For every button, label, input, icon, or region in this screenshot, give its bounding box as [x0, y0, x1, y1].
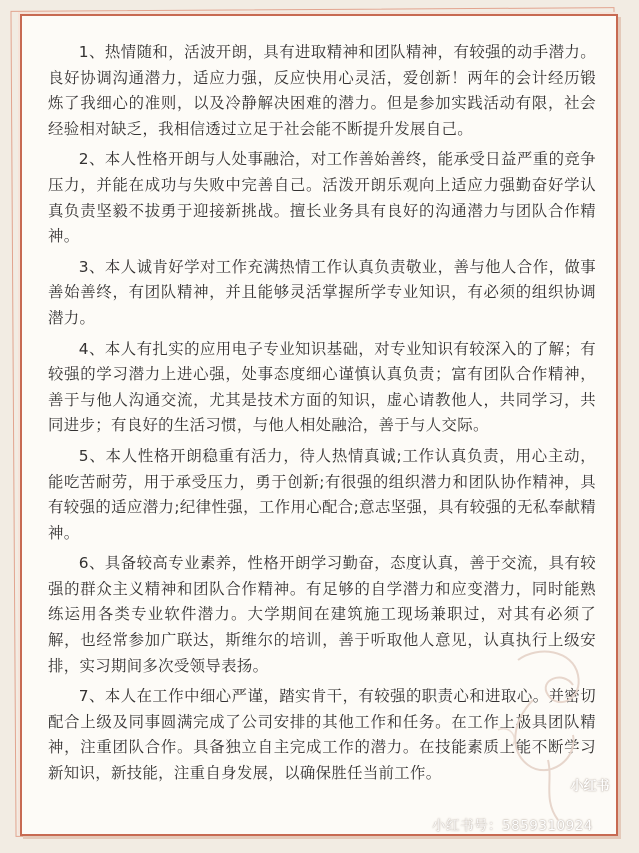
paragraph-4: 4、本人有扎实的应用电子专业知识基础，对专业知识有较深入的了解；有较强的学习潜力上进心强，处事态度细心谨慎认真负责；富有团队合作精神，善于与他人沟通交流，尤其是技术方面的知识，虚心请教他人，共同学习，共同进步；有良好的生活习惯，与他人相处融洽，善于与人交际。 — [48, 339, 596, 435]
paragraph-3: 3、本人诚肯好学对工作充满热情工作认真负责敬业，善与他人合作，做事善始善终，有团队精神，并且能够灵活掌握所学专业知识，有必须的组织协调潜力。 — [48, 257, 596, 327]
paragraph-1: 1、热情随和，活波开朗，具有进取精神和团队精神，有较强的动手潜力。良好协调沟通潜力，适应力强，反应快用心灵活，爱创新！两年的会计经历锻炼了我细心的准则，以及冷静解决困难的潜力。但是参加实践活动有限，社会经验相对缺乏，我相信透过立足于社会能不断提升发展自己。 — [48, 43, 596, 138]
paragraph-2: 2、本人性格开朗与人处事融洽，对工作善始善终，能承受日益严重的竞争压力，并能在成功与失败中完善自己。活泼开朗乐观向上适应力强勤奋好学认真负责坚毅不拔勇于迎接新挑战。擅长业务具有良好的沟通潜力与团队合作精神。 — [48, 150, 596, 246]
paragraph-7: 7、本人在工作中细心严谨，踏实肯干，有较强的职责心和进取心。并密切配合上级及同事圆满完成了公司安排的其他工作和任务。在工作上极具团队精神，注重团队合作。具备独立自主完成工作的潜力。在技能素质上能不断学习新知识，新技能，注重自身发展，以确保胜任当前工作。 — [48, 687, 596, 783]
xiaohongshu-logo-badge: 小红书 — [570, 779, 610, 794]
paragraph-6: 6、具备较高专业素养，性格开朗学习勤奋，态度认真，善于交流，具有较强的群众主义精神和团队合作精神。有足够的自学潜力和应变潜力，同时能熟练运用各类专业软件潜力。大学期间在建筑施工现场兼职过，对其有必须了解，也经常参加广联达，斯维尔的培训，善于听取他人意见，认真执行上级安排，实习期间多次受领导表扬。 — [48, 554, 596, 675]
watermark-account-id: 小红书号：5859310924 — [432, 818, 593, 834]
paragraph-5: 5、本人性格开朗稳重有活力，待人热情真诚;工作认真负责，用心主动，能吃苦耐劳，用于承受压力，勇于创新;有很强的组织潜力和团队协作精神，具有较强的适应潜力;纪律性强，工作用心配合;意志坚强，具有较强的无私奉献精神。 — [48, 446, 596, 542]
flower-doodle-decoration — [478, 640, 618, 830]
